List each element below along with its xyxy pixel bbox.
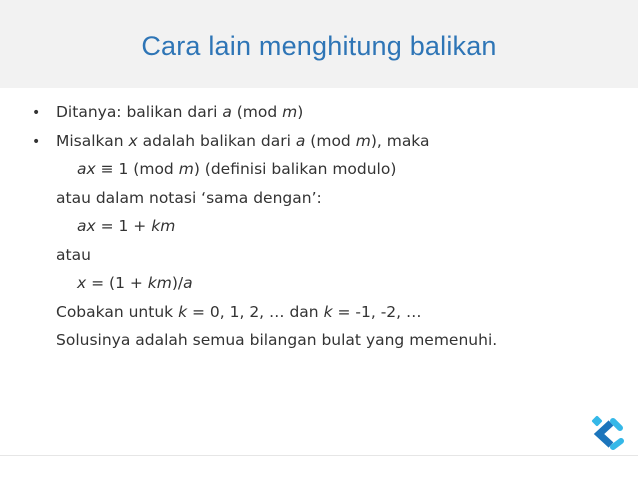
text: Ditanya: balikan dari <box>56 103 223 121</box>
text: ) (definisi balikan modulo) <box>193 160 397 178</box>
var-x: x <box>77 274 87 292</box>
text: Cobakan untuk <box>56 302 179 321</box>
text: = 1 + <box>95 217 152 235</box>
var-km: km <box>147 274 172 292</box>
text-line-notation: atau dalam notasi ‘sama dengan’: <box>56 188 322 207</box>
var-a: a <box>222 103 232 121</box>
title-bar <box>0 0 638 88</box>
bullet-marker: • <box>32 133 41 150</box>
text: ≡ 1 (mod <box>95 160 179 178</box>
var-ax: ax <box>77 160 96 178</box>
text-line-solution: Solusinya adalah semua bilangan bulat yang memenuhi. <box>56 331 498 349</box>
slide-content <box>32 98 612 355</box>
text: = -1, -2, … <box>332 302 422 321</box>
equation-congruence <box>32 155 612 184</box>
footer-divider <box>0 455 638 456</box>
var-m: m <box>282 103 298 121</box>
var-k: k <box>178 302 188 321</box>
text: (mod <box>231 103 283 121</box>
var-k: k <box>323 302 333 321</box>
text-line-atau: atau <box>56 245 91 264</box>
text: )/ <box>171 274 184 292</box>
var-m: m <box>178 160 194 178</box>
bullet-item-1 <box>32 98 612 127</box>
k-logo-icon <box>591 414 627 454</box>
var-ax: ax <box>77 217 96 235</box>
bullet-marker: • <box>32 105 41 121</box>
text: (mod <box>305 131 356 150</box>
text: adalah balikan dari <box>137 131 296 150</box>
var-a: a <box>295 131 306 150</box>
bullet-item-2 <box>32 127 612 156</box>
text: ) <box>297 103 304 121</box>
var-m: m <box>355 131 371 150</box>
equation-equality <box>32 212 612 241</box>
text: Misalkan <box>56 131 129 150</box>
text: = 0, 1, 2, … dan <box>187 302 324 321</box>
text-line-try-values <box>32 298 612 327</box>
slide-title: Cara lain menghitung balikan <box>141 30 497 61</box>
var-x: x <box>128 131 138 150</box>
equation-solve-x <box>32 269 612 298</box>
text: = (1 + <box>86 274 148 292</box>
var-km: km <box>151 217 176 235</box>
var-a: a <box>183 274 193 292</box>
text: ), maka <box>370 131 430 150</box>
